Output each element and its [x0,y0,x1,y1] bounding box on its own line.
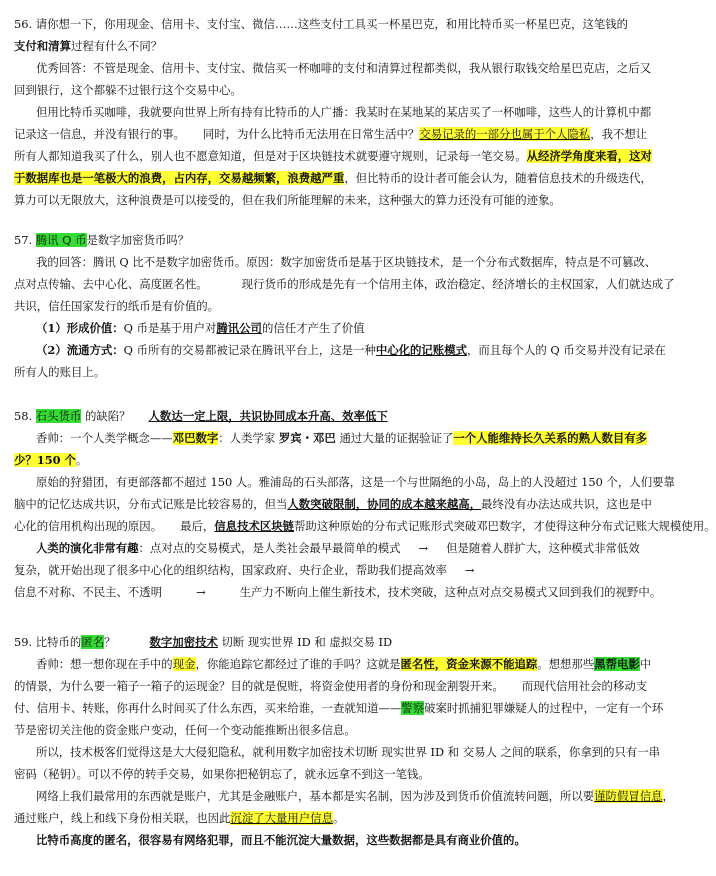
text-span: 付、信用卡、转账，你再什么时间买了什么东西，买来给谁，一查就知道—— [14,701,402,715]
text-span: ，你能追踪它都经过了谁的手吗？这就是 [195,657,401,671]
text-span: 所有人都知道我买了什么，别人也不愿意知道，但是对于区块链技术就要遵守规则，记录每一笔交易。 [14,149,527,163]
text-span: 。想想那些 [537,657,595,671]
text-span: Q 币是基于用户对 [123,321,217,335]
text-span: 信息不对称、不民主、不透明 [14,585,163,599]
q58-p2-line-1 [36,472,675,492]
q56-p2-line-3 [14,146,652,166]
q56-p2-line-2 [14,124,647,144]
q56-title-line-2 [14,36,162,56]
text-span: 而现代信用社会的移动支 [521,679,648,693]
highlight-police: 警察 [401,701,425,715]
q59-p5-line-2 [14,764,430,784]
text-span: 节是密切关注他的资金账户变动，任何一个变动能推断出很多信息。 [14,723,356,737]
q58-title-line [14,406,388,426]
text-span: 点对点传输、去中心化、高度匿名性。 [14,277,208,291]
text-span: 最后， [180,519,215,533]
text-span: 香帅：想一想你现在手中的 [36,657,173,671]
q58-p1-line-2 [14,450,87,470]
text-span: 比特币高度的匿名，很容易有网络犯罪，而且不能沉淀大量数据，这些数据都是具有商业价值的。 [36,833,526,847]
text-span: 脑中的记忆达成共识，分布式记账是比较容易的，但当 [14,497,288,511]
q59-title-line [14,632,392,652]
q56-title-end: 过程有什么不同？ [70,39,163,53]
q58-number: 58. [14,409,33,423]
text-span: 所以，技术极客们觉得这是大大侵犯隐私，就利用数字加密技术切断 现实世界 ID 和 交易人 之间的联系，你拿到的只有一串 [36,745,661,759]
q59-p6-line-1 [36,786,674,806]
text-span: 最终没有办法达成共识，这也是中 [481,497,652,511]
text-span: 通过大量的证据验证了 [335,431,454,445]
q57-point-2-cont [14,362,105,382]
q58-title: 的缺陷？ [84,409,131,423]
highlight-relations: 一个人能维持长久关系的熟人数目有多 [453,431,648,445]
q56-p1-line-1 [36,58,651,78]
highlight-dunbar: 邓巴数字 [172,431,219,445]
q59-p3-line [14,698,663,718]
q59-p1-line-1 [36,654,651,674]
q59-title: 59. 比特币的 [14,635,82,649]
q58-title-answer: 人数达一定上限，共识协同成本升高、效率低下 [148,409,388,423]
text-span: 生产力不断向上催生新技术，技术突破，这种点对点交易模式又回到我们的视野中。 [239,585,662,599]
q57-number: 57. [14,233,33,247]
text-span: 复杂，就开始出现了很多中心化的组织结构，国家政府、央行企业，帮助我们提高效率 [14,563,447,577]
q56-title-bold: 支付和清算 [14,39,71,53]
arrow-icon: → [196,585,206,599]
text-span: ，我不想让 [590,127,648,141]
text-span: 同时，为什么比特币无法用在日常生活中？ [202,127,420,141]
text-span: 的信任才产生了价值 [261,321,365,335]
q59-p6-line-2 [14,808,344,828]
text-span: 算力可以无限放大，这种浪费是可以接受的，但在我们所能理解的未来，这种强大的算力还没有可能的迹象。 [14,193,561,207]
text-span: 帮助这种原始的分布式记账形式突破邓巴数字，才使得这种分布式记账大规模使用。 [294,519,716,533]
q56-p2-line-4 [14,168,652,188]
q59-p5-line-1 [36,742,660,762]
highlight-qcoin: 腾讯 Q 币 [35,233,87,247]
text-span: 但用比特币买咖啡，我就要向世界上所有持有比特币的人广播：我某时在某地某的某店买了一杯咖啡，这些人的计算机中都 [36,105,652,119]
robin-dunbar: 罗宾・邓巴 [278,431,336,445]
text-span: 但是随着人群扩大，这种模式非常低效 [446,541,640,555]
q57-p1-line-2 [14,274,675,294]
text-span: ，而且每个人的 Q 币交易并没有记录在 [466,343,666,357]
q57-point-2 [36,340,666,360]
text-span: 香帅：一个人类学概念—— [36,431,173,445]
q56-p1-line-2 [14,80,242,100]
text-span: 。 [332,811,345,825]
text-span: 网络上我们最常用的东西就是账户，尤其是金融账户，基本都是实名制，因为涉及到货币价值流转问题，所以要 [36,789,595,803]
q56-title-line-1 [14,14,628,34]
tencent-company: 腾讯公司 [216,321,262,335]
q57-p1-line-3 [14,296,219,316]
highlight-economics: 从经济学角度来看，这对 [526,149,652,163]
arrow-icon: → [418,541,429,555]
text-span: 所有人的账目上。 [14,365,106,379]
q59-conclusion [36,830,526,850]
text-span: ：人类学家 [218,431,279,445]
q56-title: 56. 请你想一下，你用现金、信用卡、支付宝、微信……这些支付工具买一杯星巴克，和用比特币买一杯星巴克，这笔钱的 [14,17,629,31]
highlight-untraceable: 匿名性，资金来源不能追踪 [400,657,538,671]
text-span: 回到银行，这个都躲不过银行这个交易中心。 [14,83,242,97]
text-span: 我的回答：腾讯 Q 比不是数字加密货币。原因：数字加密货币是基于区块链技术，是一个分布式数据库，特点是不可篡改、 [36,255,657,269]
text-span: 切断 现实世界 ID 和 虚拟交易 ID [217,635,393,649]
blockchain-term: 信息技术区块链 [214,519,295,533]
text-span: 原始的狩猎团，有更部落都不超过 150 人。雅浦岛的石头部落，这是一个与世隔绝的小岛，岛上的人没超过 150 个，人们要靠 [36,475,675,489]
q58-p1-line-1 [36,428,647,448]
highlight-stone-money: 石头货币 [35,409,82,423]
highlight-anonymity: 匿名 [81,635,105,649]
q59-p4-line [14,720,356,740]
centralized-ledger: 中心化的记账模式 [375,343,467,357]
text-span: 。 [75,453,88,467]
text-span: 现行货币的形成是先有一个信用主体，政治稳定、经济增长的主权国家，人们就达成了 [241,277,675,291]
text-span: 的情景，为什么要一箱子一箱子的运现金？目的就是倪赃，将资金使用者的身份和现金割裂开来。 [14,679,504,693]
point-label: （2）流通方式： [36,343,124,357]
q57-title-line [14,230,189,250]
highlight-cash: 现金 [172,657,196,671]
q58-p2-line-2 [14,494,652,514]
text-span: Q 币所有的交易都被记录在腾讯平台上，这是一种 [123,343,376,357]
arrow-icon: → [464,563,475,577]
evolution-heading: 人类的演化非常有趣 [36,541,139,555]
text-span: 密码（秘钥）。可以不停的转手交易，如果你把秘钥忘了，就永远拿不到这一笔钱。 [14,767,430,781]
text-span: 记录这一信息，并没有银行的事。 [14,127,185,141]
highlight-waste: 于数据库也是一笔极大的浪费，占内存，交易越频繁，浪费越严重 [14,171,345,185]
highlight-privacy: 交易记录的一部分也属于个人隐私 [419,127,591,141]
q58-p2-line-3 [14,516,716,536]
q57-point-1 [36,318,364,338]
text-span: 中 [639,657,652,671]
highlight-gang-movie: 黑帮电影 [594,657,640,671]
q58-p3-line-2 [14,560,474,580]
q56-p2-line-5 [14,190,561,210]
q57-title: 是数字加密货币吗？ [86,233,190,247]
text-span: ：点对点的交易模式，是人类社会最早最简单的模式 [138,541,401,555]
q58-p3-line-3 [14,582,661,602]
q59-p2-line [14,676,647,696]
highlight-user-info: 沉淀了大量用户信息 [230,811,333,825]
text-span: 心化的信用机构出现的原因。 [14,519,163,533]
text-span: 优秀回答：不管是现金、信用卡、支付宝、微信买一杯咖啡的支付和清算过程都类似，我从银行取钱交给星巴克店，之后又 [36,61,652,75]
text-span: 共识，信任国家发行的纸币是有价值的。 [14,299,220,313]
point-label: （1）形成价值： [36,321,124,335]
highlight-fake-info: 谨防假冒信息 [594,789,663,803]
crypto-tech: 数字加密技术 [149,635,218,649]
text-span: ？ [104,635,116,649]
text-span: 破案时抓捕犯罪嫌疑人的过程中，一定有一个环 [424,701,664,715]
q57-p1-line-1 [36,252,656,272]
highlight-150: 少？150 个 [14,453,76,467]
breakthrough-limit: 人数突破限制，协同的成本越来越高， [287,497,482,511]
text-span: ， [662,789,674,803]
q58-p3-line-1 [36,538,640,558]
text-span: 通过账户，线上和线下身份相关联，也因此 [14,811,231,825]
q56-p2-line-1 [36,102,651,122]
text-span: ，但比特币的设计者可能会认为，随着信息技术的升级迭代， [344,171,652,185]
